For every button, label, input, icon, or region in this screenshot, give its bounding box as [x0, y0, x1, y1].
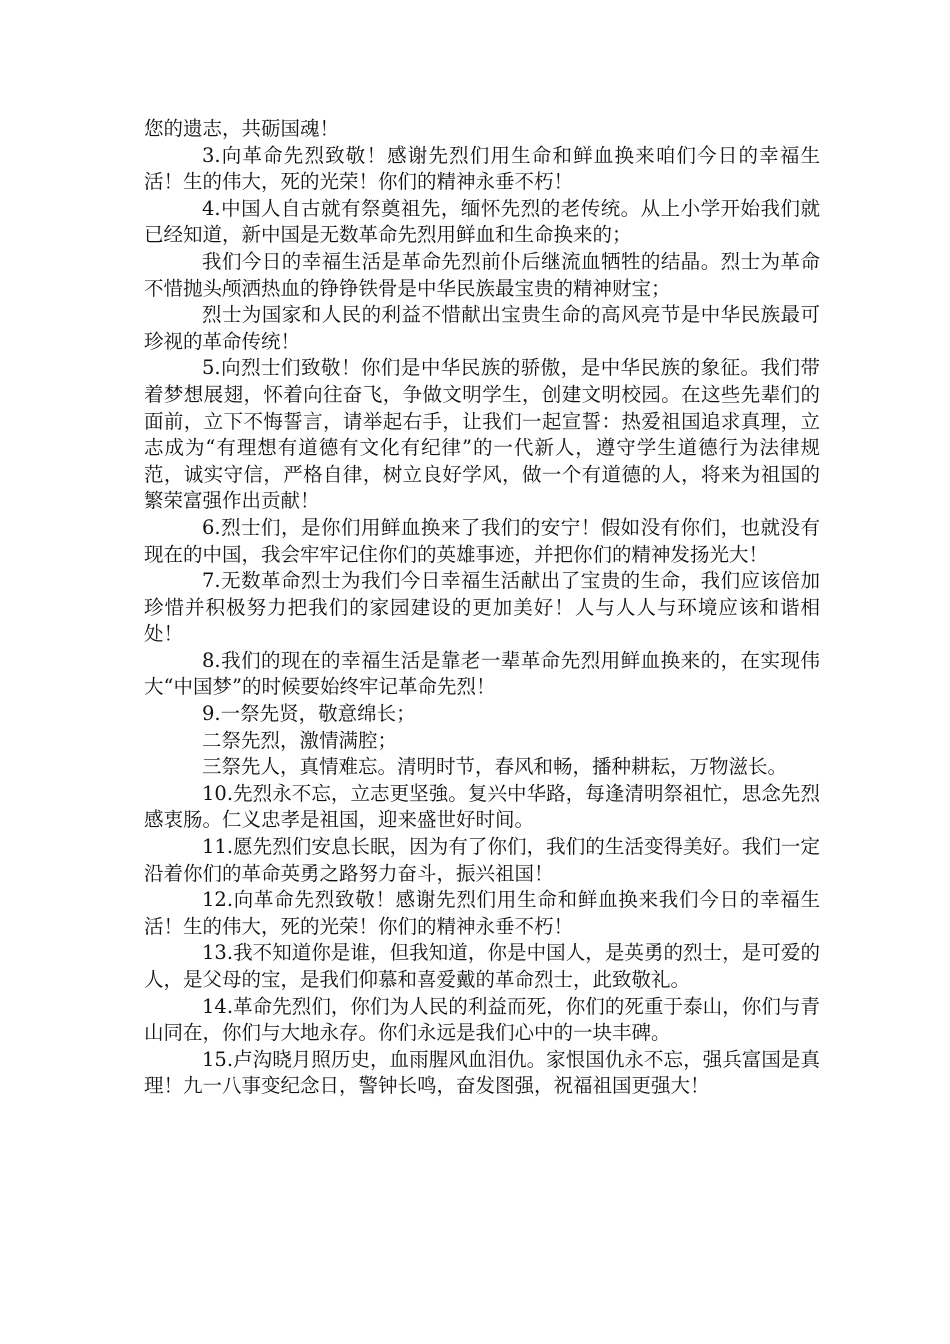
paragraph-10: 10.先烈永不忘，立志更坚強。复兴中华路，每逢清明祭祖忙，思念先烈感衷肠。仁义忠孝是祖国，迎来盛世好时间。 [144, 781, 820, 832]
paragraph-0: 您的遗志，共砺国魂！ [144, 117, 340, 140]
paragraph-4: 4.中国人自古就有祭奠祖先，缅怀先烈的老传统。从上小学开始我们就已经知道，新中国是无数革命先烈用鲜血和生命换来的； [144, 196, 820, 247]
paragraph-11: 11.愿先烈们安息长眠，因为有了你们，我们的生活变得美好。我们一定沿着你们的革命英勇之路努力奋斗，振兴祖国！ [144, 835, 820, 885]
paragraph-4-cont-2: 烈士为国家和人民的利益不惜献出宝贵生命的高风亮节是中华民族最可珍视的革命传统！ [144, 303, 820, 353]
paragraph-6: 6.烈士们，是你们用鲜血换来了我们的安宁！假如没有你们，也就没有现在的中国，我会牢牢记住你们的英雄事迹，并把你们的精神发扬光大！ [144, 515, 820, 566]
paragraph-9-cont-2: 三祭先人，真情难忘。清明时节，春风和畅，播种耕耘，万物滋长。 [202, 755, 788, 779]
paragraph-12: 12.向革命先烈致敬！感谢先烈们用生命和鲜血换来我们今日的幸福生活！生的伟大，死的光荣！你们的精神永垂不朽！ [144, 888, 820, 938]
paragraph-15: 15.卢沟晓月照历史，血雨腥风血泪仇。家恨国仇永不忘，强兵富国是真理！九一八事变纪念日，警钟长鸣，奋发图强，祝福祖国更强大！ [144, 1047, 820, 1098]
paragraph-7: 7.无数革命烈士为我们今日幸福生活献出了宝贵的生命，我们应该倍加珍惜并积极努力把我们的家园建设的更加美好！人与人人与环境应该和谐相处！ [144, 569, 820, 646]
document-body [144, 116, 820, 1100]
paragraph-5: 5.向烈士们致敬！你们是中华民族的骄傲，是中华民族的象征。我们带着梦想展翅，怀着向往奋飞，争做文明学生，创建文明校园。在这些先辈们的面前，立下不悔誓言，请举起右手，让我们一起宣誓：热爱祖国追求真理，立志成为“有理想有道德有文化有纪律”的一代新人，遵守学生道德行为法律规范，诚实守信，严格自律，树立良好学风，做一个有道德的人，将来为祖国的繁荣富强作出贡献！ [144, 356, 820, 513]
paragraph-3: 3.向革命先烈致敬！感谢先烈们用生命和鲜血换来咱们今日的幸福生活！生的伟大，死的光荣！你们的精神永垂不朽！ [144, 143, 820, 194]
paragraph-8: 8.我们的现在的幸福生活是靠老一辈革命先烈用鲜血换来的，在实现伟大“中国梦”的时候要始终牢记革命先烈！ [144, 648, 820, 699]
paragraph-9: 9.一祭先贤，敬意绵长； [202, 702, 416, 726]
paragraph-4-cont-1: 我们今日的幸福生活是革命先烈前仆后继流血牺牲的结晶。烈士为革命不惜抛头颅洒热血的铮铮铁骨是中华民族最宝贵的精神财宝； [144, 249, 820, 300]
paragraph-9-cont-1: 二祭先烈，激情满腔； [202, 728, 398, 752]
paragraph-13: 13.我不知道你是谁，但我知道，你是中国人，是英勇的烈士，是可爱的人，是父母的宝，是我们仰慕和喜爱戴的革命烈士，此致敬礼。 [144, 941, 820, 991]
paragraph-14: 14.革命先烈们，你们为人民的利益而死，你们的死重于泰山，你们与青山同在，你们与大地永存。你们永远是我们心中的一块丰碑。 [144, 994, 820, 1045]
